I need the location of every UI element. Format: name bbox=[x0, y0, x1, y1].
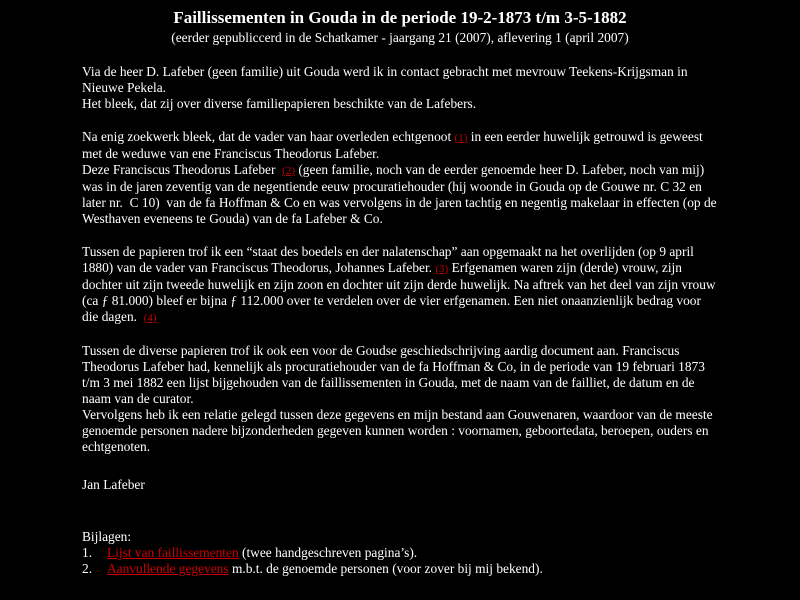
text-line bbox=[82, 146, 740, 162]
text-segment: dochter uit zijn tweede huwelijk en zijn zoon en dochter uit zijn derde huwelijk. Na aftrek van het deel van zijn vrouw bbox=[82, 277, 716, 292]
paragraph bbox=[82, 129, 740, 227]
text-segment: in een eerder huwelijk getrouwd is geweest bbox=[467, 129, 703, 144]
text-segment: Tussen de papieren trof ik een “staat des boedels en der nalatenschap” aan opgemaakt na het overlijden (op 9 april bbox=[82, 244, 694, 259]
attachments-list bbox=[82, 545, 740, 577]
text-line bbox=[82, 162, 740, 179]
text-line bbox=[82, 260, 740, 277]
text-line bbox=[82, 423, 740, 439]
text-line bbox=[82, 80, 740, 96]
text-segment: (ca ƒ 81.000) bleef er bijna ƒ 112.000 over te verdelen over de vier erfgenamen. Een niet onaanzienlijk bedrag voor bbox=[82, 293, 701, 308]
text-line bbox=[82, 195, 740, 211]
footnote-link-4[interactable]: (4) bbox=[143, 312, 157, 324]
text-segment: genoemde personen nadere bijzonderheden gegeven kunnen worden : voornamen, geboortedata, beroepen, ouders en bbox=[82, 423, 709, 438]
text-line bbox=[82, 293, 740, 309]
text-segment: was in de jaren zeventig van de negentiende eeuw procuratiehouder (hij woonde in Gouda op de Gouwe nr. C 32 en bbox=[82, 179, 702, 194]
text-segment: die dagen. bbox=[82, 309, 144, 324]
text-segment: t/m 3 mei 1882 een lijst bijgehouden van de faillissementen in Gouda, met de naam van de failliet, de datum en de bbox=[82, 375, 695, 390]
attachment-number: 2. bbox=[82, 561, 93, 576]
text-line bbox=[82, 359, 740, 375]
paragraph bbox=[82, 244, 740, 326]
text-line bbox=[82, 277, 740, 293]
text-line bbox=[82, 407, 740, 423]
text-segment: echtgenoten. bbox=[82, 439, 151, 454]
text-line bbox=[82, 309, 740, 326]
footnote-link-2[interactable]: (2) bbox=[282, 165, 295, 177]
document-content bbox=[82, 64, 740, 577]
text-line bbox=[82, 179, 740, 195]
text-segment: Vervolgens heb ik een relatie gelegd tussen deze gegevens en mijn bestand aan Gouwenaren, waardoor van de meeste bbox=[82, 407, 713, 422]
attachment-item-text: (twee handgeschreven pagina’s). bbox=[238, 545, 418, 560]
text-segment: Tussen de diverse papieren trof ik ook een voor de Goudse geschiedschrijving aardig document aan. Franciscus bbox=[82, 343, 680, 358]
footnote-link-1[interactable]: (1) bbox=[454, 132, 468, 144]
text-line bbox=[82, 211, 740, 227]
text-segment: Westhaven eveneens te Gouda) van de fa Lafeber & Co. bbox=[82, 211, 383, 226]
attachment-item bbox=[82, 561, 740, 577]
text-segment: (geen familie, noch van de eerder genoemde heer D. Lafeber, noch van mij) bbox=[295, 162, 705, 177]
attachments-section bbox=[82, 529, 740, 577]
text-line bbox=[82, 391, 740, 407]
text-line bbox=[82, 64, 740, 80]
text-segment: Erfgenamen waren zijn (derde) vrouw, zijn bbox=[448, 260, 682, 275]
attachment-number: 1. bbox=[82, 545, 93, 560]
paragraph bbox=[82, 343, 740, 455]
text-line bbox=[82, 129, 740, 146]
text-segment: 1880) van de vader van Franciscus Theodorus, Johannes Lafeber. bbox=[82, 260, 436, 275]
page-title: Faillissementen in Gouda in de periode 19-2-1873 t/m 3-5-1882 bbox=[173, 8, 627, 27]
text-line bbox=[82, 375, 740, 391]
text-segment: Na enig zoekwerk bleek, dat de vader van haar overleden echtgenoot bbox=[82, 129, 455, 144]
text-line bbox=[82, 343, 740, 359]
attachments-heading: Bijlagen: bbox=[82, 529, 132, 544]
paragraph bbox=[82, 64, 740, 112]
attachment-item-text: m.b.t. de genoemde personen (voor zover bij mij bekend). bbox=[228, 561, 543, 576]
text-segment: naam van de curator. bbox=[82, 391, 194, 406]
text-segment: met de weduwe van ene Franciscus Theodorus Lafeber. bbox=[82, 146, 380, 161]
attachment-link-1[interactable]: Lijst van faillissementen bbox=[107, 545, 239, 560]
text-segment: Het bleek, dat zij over diverse familiepapieren beschikte van de Lafebers. bbox=[82, 96, 477, 111]
document-body bbox=[82, 64, 740, 455]
attachment-link-2[interactable]: Aanvullende gegevens bbox=[107, 561, 229, 576]
text-segment: Theodorus Lafeber had, kennelijk als procuratiehouder van de fa Hoffman & Co, in de periode van 19 februari 1873 bbox=[82, 359, 705, 374]
text-line bbox=[82, 96, 740, 112]
text-segment: later nr. C 10) van de fa Hoffman & Co en was vervolgens in de jaren tachtig en negentig makelaar in effecten (op de bbox=[82, 195, 717, 210]
attachment-item bbox=[82, 545, 740, 561]
text-segment: Deze Franciscus Theodorus Lafeber bbox=[82, 162, 283, 177]
text-segment: Nieuwe Pekela. bbox=[82, 80, 167, 95]
text-line bbox=[82, 244, 740, 260]
text-line bbox=[82, 439, 740, 455]
text-segment: Via de heer D. Lafeber (geen familie) uit Gouda werd ik in contact gebracht met mevrouw Teekens-Krijgsman in bbox=[82, 64, 688, 79]
page-subtitle: (eerder gepubliccerd in de Schatkamer - jaargang 21 (2007), aflevering 1 (april 2007) bbox=[171, 30, 629, 45]
signature: Jan Lafeber bbox=[82, 477, 145, 492]
footnote-link-3[interactable]: (3) bbox=[435, 263, 449, 275]
